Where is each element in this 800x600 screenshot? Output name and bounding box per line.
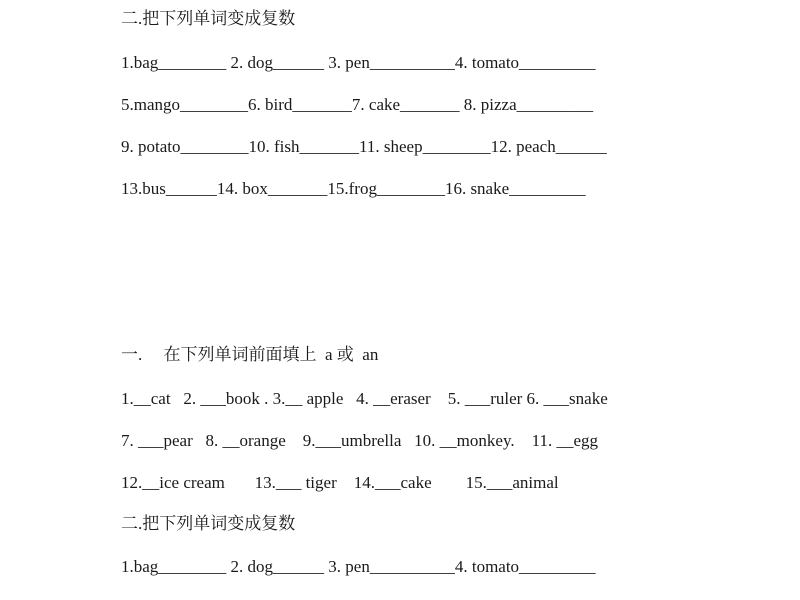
exercise-row: 1.bag________ 2. dog______ 3. pen__________4. tomato_________ <box>121 53 596 72</box>
exercise-row: 9. potato________10. fish_______11. sheep________12. peach______ <box>121 137 607 156</box>
exercise-row: 1.bag________ 2. dog______ 3. pen__________4. tomato_________ <box>121 557 596 576</box>
exercise-row: 7. ___pear 8. __orange 9.___umbrella 10. __monkey. 11. __egg <box>121 431 599 450</box>
section-title-plural-bottom: 二.把下列单词变成复数 <box>121 514 296 533</box>
exercise-row: 13.bus______14. box_______15.frog________16. snake_________ <box>121 179 586 198</box>
section-title-articles: 一. 在下列单词前面填上 a 或 an <box>121 345 379 364</box>
exercise-row: 5.mango________6. bird_______7. cake_______ 8. pizza_________ <box>121 95 594 114</box>
exercise-row: 1.__cat 2. ___book . 3.__ apple 4. __eraser 5. ___ruler 6. ___snake <box>121 389 608 408</box>
exercise-row: 12.__ice cream 13.___ tiger 14.___cake 15.___animal <box>121 473 559 492</box>
section-title-plural-top: 二.把下列单词变成复数 <box>121 9 296 28</box>
